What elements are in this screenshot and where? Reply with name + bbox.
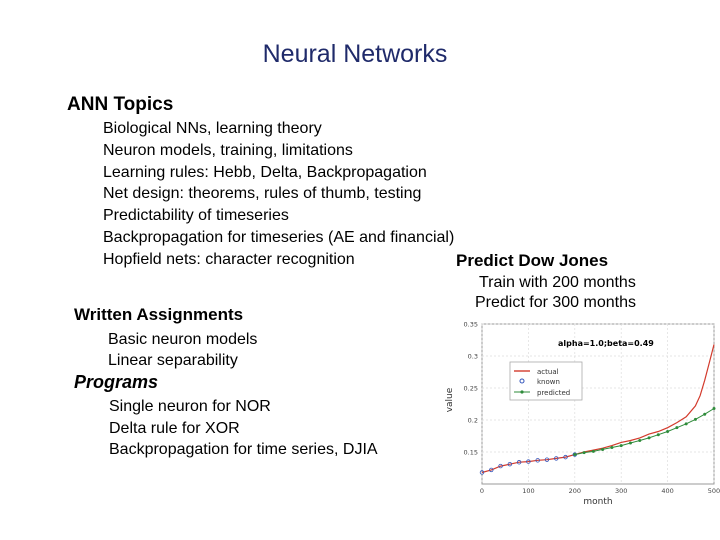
predicted-point — [713, 407, 716, 410]
y-tick-label: 0.2 — [467, 416, 478, 425]
predicted-point — [703, 413, 706, 416]
predicted-point — [648, 436, 651, 439]
program-item: Backpropagation for time series, DJIA — [109, 441, 378, 458]
chart-annotation: alpha=1.0;beta=0.49 — [558, 339, 654, 348]
ann-topic-item: Neuron models, training, limitations — [103, 142, 353, 159]
predicted-point — [638, 439, 641, 442]
ann-topics-heading: ANN Topics — [67, 94, 174, 115]
written-assignments-heading: Written Assignments — [74, 305, 244, 324]
program-item: Delta rule for XOR — [109, 420, 240, 437]
legend-known-label: known — [537, 378, 560, 386]
chart-svg — [440, 318, 720, 518]
predicted-point — [620, 444, 623, 447]
legend-predicted-label: predicted — [537, 389, 571, 397]
x-axis-label: month — [583, 497, 613, 507]
dow-jones-chart — [440, 318, 720, 518]
x-tick-label: 300 — [614, 487, 628, 495]
predict-train-line: Train with 200 months — [479, 274, 636, 291]
plot-frame — [482, 324, 714, 484]
predict-title: Predict Dow Jones — [456, 251, 609, 270]
x-tick-label: 200 — [568, 487, 582, 495]
predicted-point — [592, 450, 595, 453]
predicted-point — [573, 453, 576, 456]
ann-topic-item: Hopfield nets: character recognition — [103, 251, 355, 268]
x-tick-label: 0 — [479, 487, 485, 495]
x-tick-label: 100 — [522, 487, 535, 495]
predicted-point — [657, 433, 660, 436]
written-assignment-item: Basic neuron models — [108, 331, 258, 348]
legend-actual-label: actual — [537, 368, 559, 376]
predicted-point — [685, 422, 688, 425]
written-assignment-item: Linear separability — [108, 352, 238, 369]
x-tick-label: 500 — [707, 487, 720, 495]
ann-topic-item: Backpropagation for timeseries (AE and financial) — [103, 229, 455, 246]
y-tick-label: 0.35 — [463, 320, 478, 329]
programs-heading: Programs — [74, 372, 159, 392]
ann-topic-item: Net design: theorems, rules of thumb, testing — [103, 185, 422, 202]
program-item: Single neuron for NOR — [109, 398, 271, 415]
predicted-point — [666, 430, 669, 433]
y-tick-label: 0.3 — [467, 352, 478, 361]
predicted-point — [629, 442, 632, 445]
page-title: Neural Networks — [262, 40, 448, 68]
predicted-point — [601, 448, 604, 451]
ann-topic-item: Predictability of timeseries — [103, 207, 289, 224]
y-tick-label: 0.15 — [463, 448, 478, 457]
chart-legend — [510, 362, 582, 400]
legend-predicted-marker — [520, 390, 523, 393]
ann-topic-item: Biological NNs, learning theory — [103, 120, 322, 137]
y-tick-label: 0.25 — [463, 384, 478, 393]
predict-horizon-line: Predict for 300 months — [475, 294, 636, 311]
predicted-point — [675, 426, 678, 429]
x-tick-label: 400 — [661, 487, 674, 495]
ann-topic-item: Learning rules: Hebb, Delta, Backpropagation — [103, 164, 427, 181]
predicted-point — [583, 451, 586, 454]
predicted-point — [610, 446, 613, 449]
y-axis-label: value — [445, 387, 455, 413]
predicted-point — [694, 418, 697, 421]
